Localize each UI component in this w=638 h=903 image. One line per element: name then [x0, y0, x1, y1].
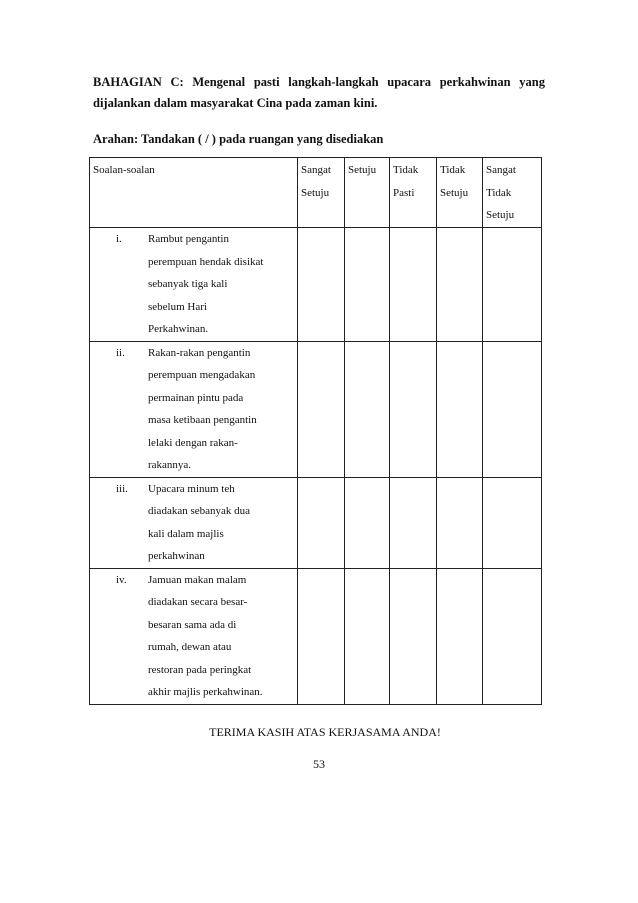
- statement-cell: [90, 477, 298, 568]
- header-question: [90, 158, 298, 228]
- answer-cell-sangat-tidak-setuju[interactable]: [483, 568, 542, 704]
- statement-line: Perkahwinan.: [148, 323, 209, 335]
- statement-number: i.: [116, 233, 122, 245]
- answer-cell-setuju[interactable]: [345, 477, 390, 568]
- answer-cell-sangat-setuju[interactable]: [298, 568, 345, 704]
- statement-line: Rakan-rakan pengantin: [148, 346, 251, 359]
- statement-line: akhir majlis perkahwinan.: [148, 686, 263, 698]
- header-line: Setuju: [348, 164, 377, 176]
- statement-line: sebelum Hari: [148, 300, 207, 313]
- header-line: Pasti: [393, 186, 415, 199]
- header-line: Sangat: [301, 164, 331, 176]
- statement-line: Upacara minum teh: [148, 482, 235, 495]
- section-title-line-2: dijalankan dalam masyarakat Cina pada zaman kini.: [93, 96, 378, 110]
- header-sangat-tidak-setuju: [483, 158, 542, 228]
- answer-cell-tidak-setuju[interactable]: [437, 341, 483, 477]
- statement-line: Jamuan makan malam: [148, 573, 247, 586]
- header-line: Setuju: [486, 209, 515, 221]
- statement-line: diadakan secara besar-: [148, 596, 248, 608]
- table-row: [90, 568, 542, 704]
- answer-cell-tidak-setuju[interactable]: [437, 568, 483, 704]
- answer-cell-sangat-tidak-setuju[interactable]: [483, 341, 542, 477]
- statement-line: permainan pintu pada: [148, 391, 244, 404]
- instruction-text: Arahan: Tandakan ( / ) pada ruangan yang disediakan: [93, 132, 384, 146]
- statement-line: rakannya.: [148, 459, 192, 471]
- answer-cell-tidak-setuju[interactable]: [437, 477, 483, 568]
- statement-line: restoran pada peringkat: [148, 663, 252, 676]
- header-line: Setuju: [440, 186, 469, 199]
- table-row: [90, 228, 542, 342]
- statement-line: perkahwinan: [148, 550, 205, 562]
- statement-line: kali dalam majlis: [148, 527, 224, 540]
- statement-line: Rambut pengantin: [148, 233, 229, 245]
- page-number: 53: [313, 757, 325, 771]
- statement-cell: [90, 228, 298, 342]
- header-line: Setuju: [301, 186, 330, 199]
- header-line: Sangat: [486, 164, 516, 176]
- header-setuju: [345, 158, 390, 228]
- header-line: Tidak: [486, 186, 512, 199]
- header-tidak-setuju: [437, 158, 483, 228]
- statement-text: [148, 228, 297, 341]
- header-line: Tidak: [440, 164, 466, 176]
- answer-cell-sangat-tidak-setuju[interactable]: [483, 477, 542, 568]
- statement-cell: [90, 568, 298, 704]
- statement-number: ii.: [116, 346, 125, 359]
- statement-line: besaran sama ada di: [148, 618, 237, 631]
- header-sangat-setuju: [298, 158, 345, 228]
- answer-cell-setuju[interactable]: [345, 341, 390, 477]
- header-line: Tidak: [393, 164, 419, 176]
- header-tidak-pasti: [390, 158, 437, 228]
- statement-line: perempuan hendak disikat: [148, 255, 264, 268]
- answer-cell-sangat-setuju[interactable]: [298, 477, 345, 568]
- questionnaire-table: [89, 157, 542, 705]
- statement-line: masa ketibaan pengantin: [148, 414, 257, 426]
- answer-cell-tidak-pasti[interactable]: [390, 341, 437, 477]
- table-row: [90, 341, 542, 477]
- answer-cell-tidak-setuju[interactable]: [437, 228, 483, 342]
- answer-cell-setuju[interactable]: [345, 228, 390, 342]
- statement-text: [148, 478, 297, 568]
- statement-number: iii.: [116, 482, 128, 495]
- statement-number: iv.: [116, 573, 127, 586]
- answer-cell-tidak-pasti[interactable]: [390, 477, 437, 568]
- thank-you-note: [0, 725, 638, 740]
- answer-cell-sangat-tidak-setuju[interactable]: [483, 228, 542, 342]
- statement-text: [148, 342, 297, 477]
- table-row: [90, 477, 542, 568]
- statement-line: rumah, dewan atau: [148, 641, 232, 653]
- table-header-row: [90, 158, 542, 228]
- answer-cell-tidak-pasti[interactable]: [390, 568, 437, 704]
- statement-line: sebanyak tiga kali: [148, 278, 228, 290]
- statement-text: [148, 569, 297, 704]
- header-question-label: Soalan-soalan: [93, 164, 155, 176]
- statement-line: diadakan sebanyak dua: [148, 505, 251, 517]
- thank-you-text: TERIMA KASIH ATAS KERJASAMA ANDA!: [209, 725, 441, 739]
- answer-cell-tidak-pasti[interactable]: [390, 228, 437, 342]
- statement-line: perempuan mengadakan: [148, 369, 256, 381]
- statement-cell: [90, 341, 298, 477]
- section-title-line-1: BAHAGIAN C: Mengenal pasti langkah-langkah upacara perkahwinan yang: [93, 75, 545, 89]
- answer-cell-sangat-setuju[interactable]: [298, 341, 345, 477]
- answer-cell-sangat-setuju[interactable]: [298, 228, 345, 342]
- statement-line: lelaki dengan rakan-: [148, 436, 238, 449]
- answer-cell-setuju[interactable]: [345, 568, 390, 704]
